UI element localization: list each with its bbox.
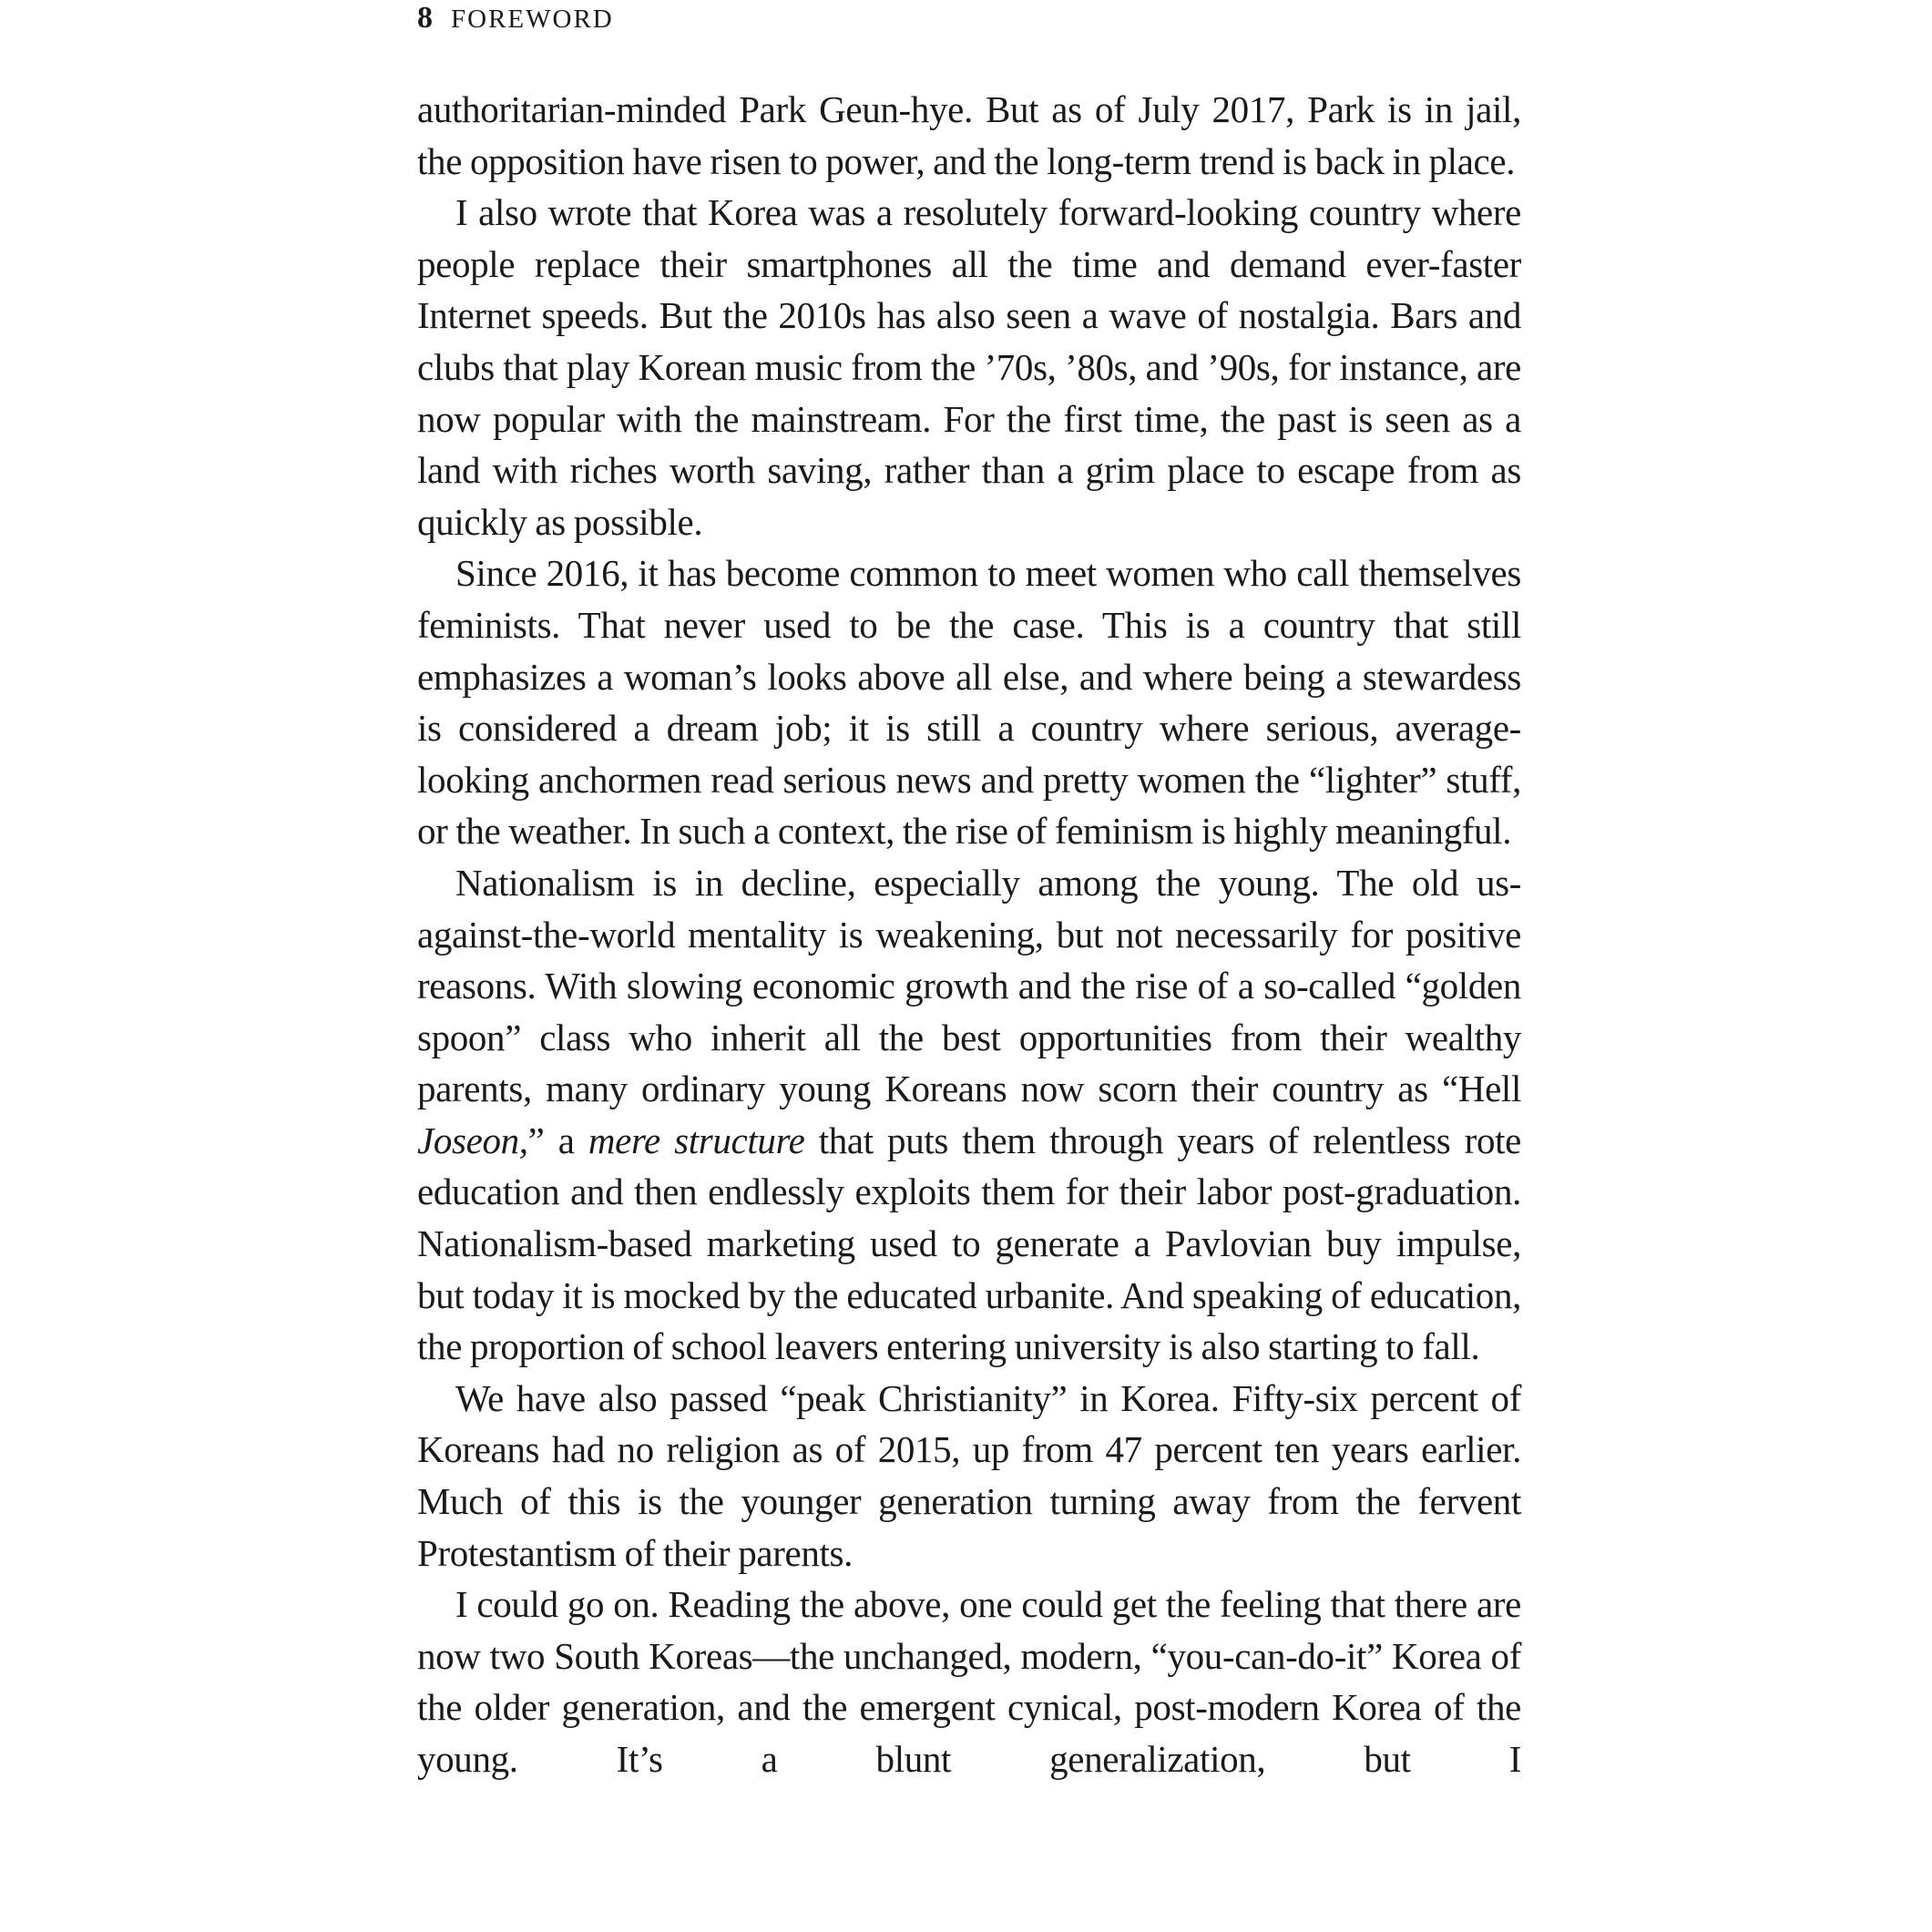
paragraph-6 — [417, 1579, 1521, 1784]
book-page — [417, 0, 1521, 1932]
running-head — [417, 0, 614, 36]
paragraph-5 — [417, 1373, 1521, 1579]
paragraph-text: I also wrote that Korea was a resolutely forward-looking country where people replace their smartphones all the time and demand ever-faster Internet speeds. But the 2010s has also seen a wave of nostalgia. Bars and clubs that play Korean music from the ’70s, ’80s, and ’90s, for instance, are now popular with the mainstream. For the first time, the past is seen as a land with riches worth saving, rather than a grim place to escape from as quickly as possible. — [417, 191, 1521, 543]
paragraph-text: We have also passed “peak Christianity” in Korea. Fifty-six percent of Koreans had no religion as of 2015, up from 47 percent ten years earlier. Much of this is the younger generation turning away from the fervent Protestantism of their parents. — [417, 1376, 1521, 1574]
paragraph-text: I could go on. Reading the above, one could get the feeling that there are now two South Koreas—the unchanged, modern, “you-can-do-it” Korea of the older generation, and the emergent cynical, post-modern Korea of the young. It’s a blunt generalization, but I — [417, 1583, 1521, 1780]
paragraph-text: Nationalism is in decline, especially among the young. The old us-against-the-world mentality is weakening, but not necessarily for positive reasons. With slowing economic growth and the rise of a so-called “golden spoon” class who inherit all the best opportunities from their wealthy parents, many ordinary young Koreans now scorn their country as “Hell — [417, 861, 1521, 1110]
page-number: 8 — [417, 1, 433, 35]
paragraph-2 — [417, 187, 1521, 547]
paragraph-1 — [417, 84, 1521, 187]
italic-term: Joseon, — [417, 1119, 528, 1161]
body-text — [417, 84, 1521, 1785]
paragraph-text: authoritarian-minded Park Geun-hye. But as of July 2017, Park is in jail, the opposition have risen to power, and the long-term trend is back in place. — [417, 88, 1521, 182]
paragraph-text: ” a — [527, 1119, 588, 1161]
italic-term: mere structure — [588, 1119, 805, 1161]
paragraph-3 — [417, 547, 1521, 857]
paragraph-text: Since 2016, it has become common to meet women who call themselves feminists. That never used to be the case. This is a country that still emphasizes a woman’s looks above all else, and where being a stewardess is considered a dream job; it is still a country where serious, average-looking anchormen read serious news and pretty women the “lighter” stuff, or the weather. In such a context, the rise of feminism is highly meaningful. — [417, 552, 1521, 853]
paragraph-text: that puts them through years of relentless rote education and then endlessly exploits them for their labor post-graduation. Nationalism-based marketing used to generate a Pavlovian buy impulse, but today it is mocked by the educated urbanite. And speaking of education, the proportion of school leavers entering university is also starting to fall. — [417, 1119, 1521, 1368]
paragraph-4 — [417, 857, 1521, 1373]
section-title: FOREWORD — [451, 5, 614, 34]
